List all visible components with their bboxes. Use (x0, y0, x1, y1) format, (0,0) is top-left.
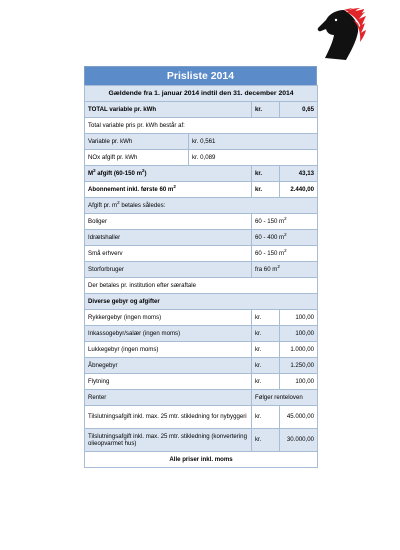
row-value: 0,65 (280, 102, 318, 118)
row-range: fra 60 $m^2$ (252, 262, 318, 278)
row-label: Storforbruger (85, 262, 252, 278)
row-value: 100,00 (280, 310, 318, 326)
row-unit: kr. (252, 310, 280, 326)
row-range: 60 - 400 $m^2$ (252, 230, 318, 246)
row-unit: kr. (252, 166, 280, 182)
row-unit: kr. (252, 358, 280, 374)
row-label: $M^2$ afgift (60-150 $m^2$) (85, 166, 252, 182)
row-label: Tilslutningsafgift inkl. max. 25 mtr. stikledning (konvertering olieopvarmet hus) (85, 429, 252, 452)
row-label: Rykkergebyr (ingen moms) (85, 310, 252, 326)
row-label: Åbnegebyr (85, 358, 252, 374)
row-range: 60 - 150 $m^2$ (252, 214, 318, 230)
row-unit: kr. (252, 342, 280, 358)
row-label: Der betales pr. institution efter særaftale (85, 278, 318, 294)
row-value: 1.250,00 (280, 358, 318, 374)
price-list (84, 66, 317, 468)
row-label: NOx afgift pr. kWh (85, 150, 189, 166)
row-unit: kr. (252, 182, 280, 198)
row-label: Afgift pr. $m^2$ betales således: (85, 198, 318, 214)
row-label: Flytning (85, 374, 252, 390)
fee-paid-row (85, 198, 318, 214)
reminder-row (85, 310, 318, 326)
row-unit: kr. (252, 102, 280, 118)
homes-row (85, 214, 318, 230)
row-label: Boliger (85, 214, 252, 230)
row-value: 30.000,00 (280, 429, 318, 452)
row-value: kr. 0,089 (189, 150, 318, 166)
subscription-row (85, 182, 318, 198)
total-consists-row (85, 118, 318, 134)
row-label: Renter (85, 390, 252, 406)
row-label: Små erhverv (85, 246, 252, 262)
connection-conversion-row (85, 429, 318, 452)
price-table (84, 85, 318, 468)
row-unit: kr. (252, 429, 280, 452)
moving-row (85, 374, 318, 390)
m2-fee-row (85, 166, 318, 182)
row-value: 45.000,00 (280, 406, 318, 429)
small-business-row (85, 246, 318, 262)
row-value: 2.440,00 (280, 182, 318, 198)
opening-row (85, 358, 318, 374)
large-consumer-row (85, 262, 318, 278)
connection-new-row (85, 406, 318, 429)
row-label: Abonnement inkl. første 60 $m^2$ (85, 182, 252, 198)
closing-row (85, 342, 318, 358)
row-value: Følger renteloven (252, 390, 318, 406)
row-label: Tilslutningsafgift inkl. max. 25 mtr. stikledning for nybyggeri (85, 406, 252, 429)
collection-row (85, 326, 318, 342)
row-label: Inkassogebyr/salær (ingen moms) (85, 326, 252, 342)
nox-row (85, 150, 318, 166)
row-label: Total variable pris pr. kWh består af: (85, 118, 318, 134)
row-label: Lukkegebyr (ingen moms) (85, 342, 252, 358)
row-unit: kr. (252, 374, 280, 390)
page-title: Prisliste 2014 (84, 66, 317, 85)
footer-row (85, 452, 318, 468)
variable-kwh-row (85, 134, 318, 150)
row-label: Idrætshaller (85, 230, 252, 246)
total-variable-row (85, 102, 318, 118)
horse-head-logo-icon (316, 8, 366, 62)
row-range: 60 - 150 $m^2$ (252, 246, 318, 262)
interest-row (85, 390, 318, 406)
row-unit: kr. (252, 326, 280, 342)
row-value: 100,00 (280, 326, 318, 342)
sports-row (85, 230, 318, 246)
section-header: Diverse gebyr og afgifter (85, 294, 318, 310)
row-label: TOTAL variable pr. kWh (85, 102, 252, 118)
row-value: 1.000,00 (280, 342, 318, 358)
footer-note: Alle priser inkl. moms (85, 452, 318, 468)
row-value: 100,00 (280, 374, 318, 390)
institution-row (85, 278, 318, 294)
row-value: kr. 0,561 (189, 134, 318, 150)
row-label: Variable pr. kWh (85, 134, 189, 150)
row-value: 43,13 (280, 166, 318, 182)
misc-header-row (85, 294, 318, 310)
row-unit: kr. (252, 406, 280, 429)
subtitle-row (85, 86, 318, 102)
subtitle: Gældende fra 1. januar 2014 indtil den 31. december 2014 (85, 86, 318, 102)
